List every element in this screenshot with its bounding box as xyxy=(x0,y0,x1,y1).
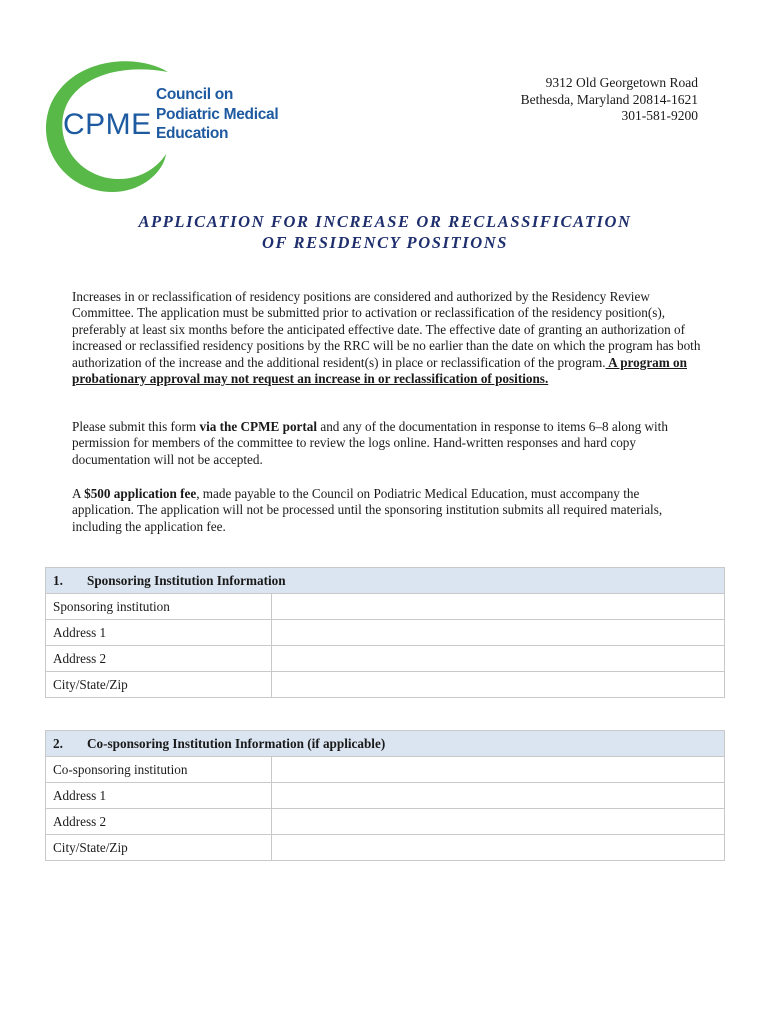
section-number: 2. xyxy=(53,735,63,751)
field-label: Address 2 xyxy=(46,809,272,835)
logo-name-line: Podiatric Medical xyxy=(156,105,279,123)
cpme-logo xyxy=(40,58,280,198)
section-header xyxy=(46,568,725,594)
submission-paragraph xyxy=(72,419,702,468)
table-row xyxy=(46,646,725,672)
intro-text: Increases in or reclassification of residency positions are considered and authorized by the Residency Review Committee. The application must be submitted prior to activation or reclassification of the residency position(s), preferably at least six months before the anticipated effective date. The effective date of granting an authorization of increased or reclassified residency positions by the RRC will be no earlier than the date on which the program has both authorization of the increase and the additional resident(s) in place or reclassification of the program. xyxy=(72,289,701,370)
logo-name-line: Education xyxy=(156,125,229,142)
address2-field[interactable] xyxy=(272,809,725,835)
sponsoring-institution-field[interactable] xyxy=(272,594,725,620)
logo-abbreviation: CPME xyxy=(63,108,152,141)
address-phone: 301-581-9200 xyxy=(621,108,698,123)
portal-emphasis: via the CPME portal xyxy=(199,419,318,434)
title-line: APPLICATION FOR INCREASE OR RECLASSIFICATION xyxy=(138,212,632,231)
section-header-cell xyxy=(46,731,725,757)
title-line: OF RESIDENCY POSITIONS xyxy=(261,233,509,252)
address-street: 9312 Old Georgetown Road xyxy=(545,75,698,90)
table-row xyxy=(46,594,725,620)
section-title: Co-sponsoring Institution Information (if applicable) xyxy=(87,735,386,751)
section-header xyxy=(46,731,725,757)
address1-field[interactable] xyxy=(272,620,725,646)
intro-paragraph xyxy=(72,289,702,387)
table-row xyxy=(46,672,725,698)
address2-field[interactable] xyxy=(272,646,725,672)
field-label: City/State/Zip xyxy=(46,835,272,861)
document-title xyxy=(0,211,770,253)
submission-text: Please submit this form xyxy=(72,419,200,434)
section-title: Sponsoring Institution Information xyxy=(87,572,286,588)
field-label: Address 1 xyxy=(46,620,272,646)
city-state-zip-field[interactable] xyxy=(272,672,725,698)
table-row xyxy=(46,620,725,646)
section-header-cell xyxy=(46,568,725,594)
field-label: City/State/Zip xyxy=(46,672,272,698)
field-label: Address 1 xyxy=(46,783,272,809)
logo-name-line: Council on xyxy=(156,86,234,103)
cosponsoring-institution-field[interactable] xyxy=(272,757,725,783)
table-row xyxy=(46,757,725,783)
section-number: 1. xyxy=(53,572,63,588)
fee-text-rest: , made payable to the Council on Podiatric Medical Education, must accompany the application. The application will not be processed until the sponsoring institution submits all required materials, including the application fee. xyxy=(72,486,663,534)
sponsoring-institution-table xyxy=(45,567,725,698)
probation-warning: A program on probationary approval may not request an increase in or reclassification of positions. xyxy=(72,354,687,387)
fee-emphasis: $500 application fee xyxy=(84,486,197,501)
address1-field[interactable] xyxy=(272,783,725,809)
address-city: Bethesda, Maryland 20814-1621 xyxy=(520,91,698,107)
table-row xyxy=(46,783,725,809)
logo-organization-name xyxy=(156,85,278,144)
cosponsoring-institution-table xyxy=(45,730,725,861)
field-label: Sponsoring institution xyxy=(46,594,272,620)
field-label: Co-sponsoring institution xyxy=(46,757,272,783)
submission-text-rest: and any of the documentation in response to items 6–8 along with permission for members of the committee to review the logs online. Hand-written responses and hard copy documentation will not be accepted. xyxy=(72,419,668,467)
table-row xyxy=(46,809,725,835)
fee-text: A xyxy=(72,486,85,501)
fee-paragraph xyxy=(72,486,702,535)
table-row xyxy=(46,835,725,861)
field-label: Address 2 xyxy=(46,646,272,672)
city-state-zip-field[interactable] xyxy=(272,835,725,861)
mailing-address xyxy=(521,75,698,125)
